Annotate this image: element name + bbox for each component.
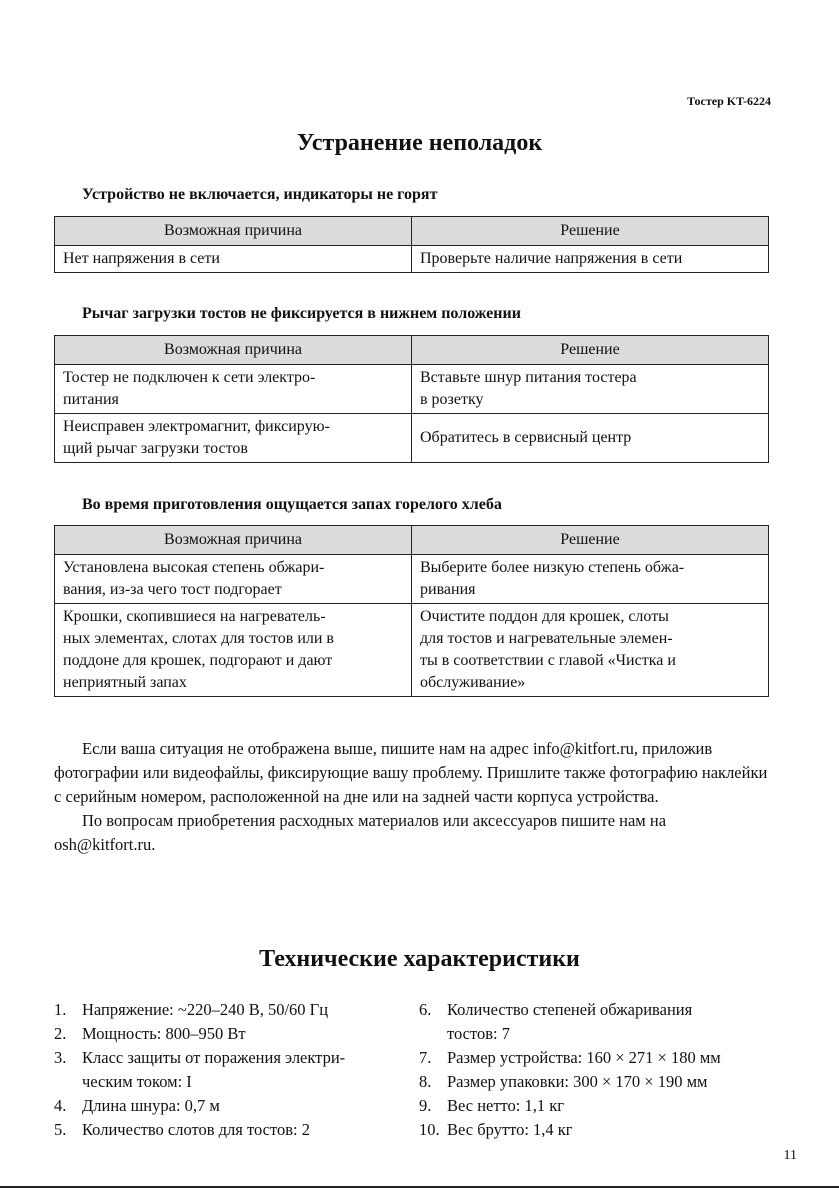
spec-text: Длина шнура: 0,7 м — [82, 1096, 220, 1115]
contact-text — [54, 737, 769, 857]
spec-text: Количество степеней обжаривания тостов: 7 — [447, 1000, 693, 1043]
table-header-row — [55, 336, 769, 365]
column-header-cause: Возможная причина — [55, 217, 412, 246]
solution-cell: Обратитесь в сервисный центр — [412, 414, 769, 463]
table-row — [55, 414, 769, 463]
cause-cell: Установлена высокая степень обжари- вания, из-за чего тост подгорает — [55, 555, 412, 604]
header-model: Тостер KT-6224 — [687, 94, 771, 108]
page-number: 11 — [783, 1148, 797, 1163]
table-header-row — [55, 217, 769, 246]
section-heading: Устройство не включается, индикаторы не горят — [82, 186, 438, 203]
spec-number: 8. — [419, 1072, 432, 1091]
spec-number: 9. — [419, 1096, 432, 1115]
spec-number: 5. — [54, 1120, 67, 1139]
cause-cell: Тостер не подключен к сети электро- питания — [55, 365, 412, 414]
spec-number: 2. — [54, 1024, 67, 1043]
spec-item — [419, 1118, 779, 1142]
spec-text: Размер устройства: 160 × 271 × 180 мм — [447, 1048, 721, 1067]
spec-text: Количество слотов для тостов: 2 — [82, 1120, 310, 1139]
spec-text: Размер упаковки: 300 × 170 × 190 мм — [447, 1072, 708, 1091]
spec-item — [54, 1022, 414, 1046]
column-header-solution: Решение — [412, 217, 769, 246]
spec-number: 7. — [419, 1048, 432, 1067]
cause-cell: Нет напряжения в сети — [55, 246, 412, 273]
cause-cell: Неисправен электромагнит, фиксирую- щий рычаг загрузки тостов — [55, 414, 412, 463]
table-row — [55, 555, 769, 604]
column-header-solution: Решение — [412, 526, 769, 555]
solution-cell: Вставьте шнур питания тостера в розетку — [412, 365, 769, 414]
table-row — [55, 604, 769, 697]
table-row — [55, 246, 769, 273]
spec-item — [54, 1118, 414, 1142]
solution-cell: Очистите поддон для крошек, слоты для тостов и нагревательные элемен- ты в соответствии с главой «Чистка и обслуживание» — [412, 604, 769, 697]
spec-text: Напряжение: ~220–240 В, 50/60 Гц — [82, 1000, 329, 1019]
specs-title: Технические характеристики — [259, 946, 580, 972]
section-heading: Во время приготовления ощущается запах горелого хлеба — [82, 496, 502, 513]
spec-item — [419, 1070, 779, 1094]
table-header-row — [55, 526, 769, 555]
spec-number: 10. — [419, 1120, 440, 1139]
spec-item — [54, 998, 414, 1022]
spec-text: Вес брутто: 1,4 кг — [447, 1120, 573, 1139]
spec-item — [419, 1094, 779, 1118]
column-header-solution: Решение — [412, 336, 769, 365]
spec-text: Вес нетто: 1,1 кг — [447, 1096, 565, 1115]
spec-text: Класс защиты от поражения электри- ческим током: I — [82, 1048, 346, 1091]
spec-number: 1. — [54, 1000, 67, 1019]
spec-number: 3. — [54, 1048, 67, 1067]
contact-paragraph: Если ваша ситуация не отображена выше, пишите нам на адрес info@kitfort.ru, приложив фотографии или видеофайлы, фиксирующие вашу проблему. Пришлите также фотографию наклейки с серийным номером, расположенной на дне или на задней части корпуса устройства. — [54, 739, 768, 806]
spec-number: 6. — [419, 1000, 432, 1019]
table-row — [55, 365, 769, 414]
troubleshooting-title: Устранение неполадок — [296, 130, 543, 156]
spec-item — [54, 1094, 414, 1118]
column-header-cause: Возможная причина — [55, 526, 412, 555]
spec-number: 4. — [54, 1096, 67, 1115]
spec-item — [54, 1046, 414, 1094]
cause-cell: Крошки, скопившиеся на нагреватель- ных элементах, слотах для тостов или в поддоне для крошек, подгорают и дают неприятный запах — [55, 604, 412, 697]
bottom-rule — [0, 1186, 839, 1188]
section-heading: Рычаг загрузки тостов не фиксируется в нижнем положении — [82, 305, 521, 322]
spec-item — [419, 1046, 779, 1070]
troubleshooting-table — [54, 525, 769, 697]
spec-text: Мощность: 800–950 Вт — [82, 1024, 246, 1043]
column-header-cause: Возможная причина — [55, 336, 412, 365]
specs-list-right — [419, 998, 779, 1142]
troubleshooting-table — [54, 216, 769, 273]
specs-list-left — [54, 998, 414, 1142]
solution-cell: Проверьте наличие напряжения в сети — [412, 246, 769, 273]
troubleshooting-table — [54, 335, 769, 463]
solution-cell: Выберите более низкую степень обжа- ривания — [412, 555, 769, 604]
contact-paragraph: По вопросам приобретения расходных материалов или аксессуаров пишите нам на osh@kitfort.ru. — [54, 811, 667, 854]
spec-item — [419, 998, 779, 1046]
